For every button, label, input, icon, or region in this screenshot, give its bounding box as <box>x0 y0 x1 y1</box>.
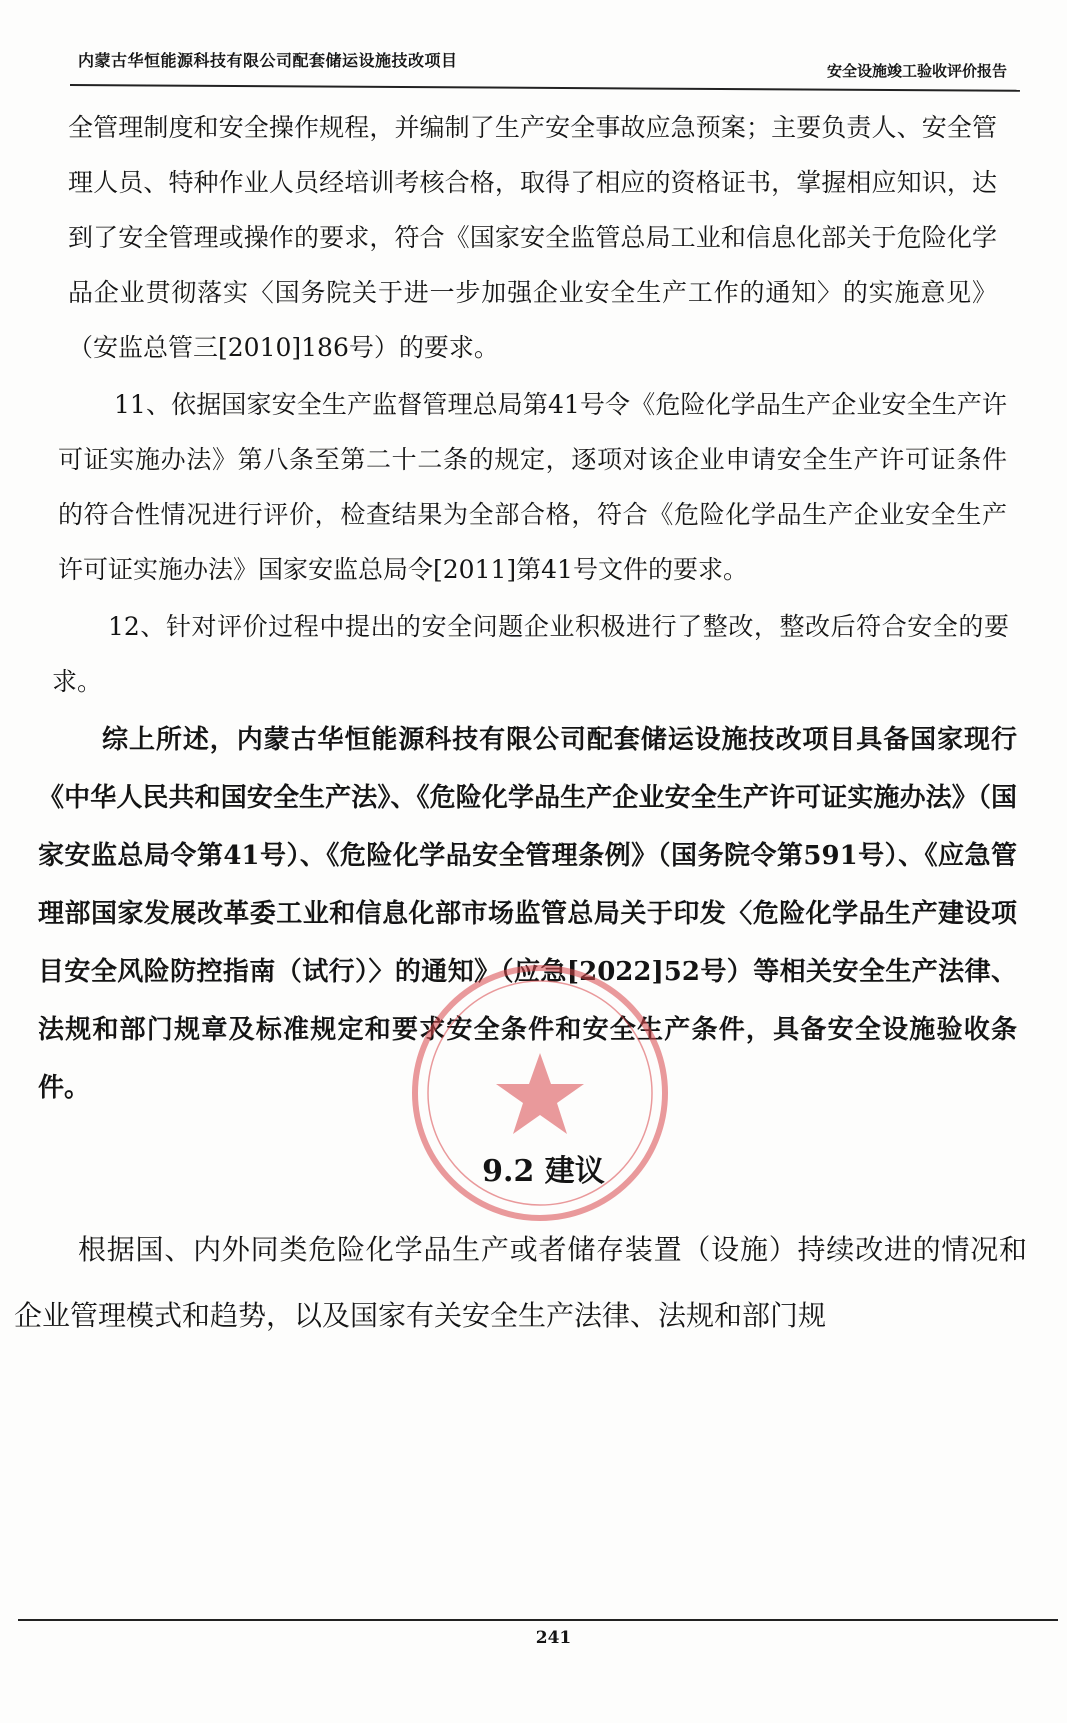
footer-divider <box>18 1619 1058 1621</box>
paragraph-conclusion: 综上所述，内蒙古华恒能源科技有限公司配套储运设施技改项目具备国家现行《中华人民共和国安全生产法》、《危险化学品生产企业安全生产许可证实施办法》（国家安监总局令第41号）、《危险化学品安全管理条例》（国务院令第591号）、《应急管理部国家发展改革委工业和信息化部市场监管总局关于印发〈危险化学品生产建设项目安全风险防控指南（试行）〉的通知》（应急[2022]52号）等相关安全生产法律、法规和部门规章及标准规定和要求安全条件和安全生产条件，具备安全设施验收条件。 <box>38 725 1017 1103</box>
page-number: 241 <box>535 1628 572 1648</box>
header-report-title: 安全设施竣工验收评价报告 <box>826 62 1007 80</box>
section-heading: 9.2 建议 <box>482 1154 605 1189</box>
paragraph-item-11: 11、依据国家安全生产监督管理总局第41号令《危险化学品生产企业安全生产许可证实施办法》第八条至第二十二条的规定，逐项对该企业申请安全生产许可证条件的符合性情况进行评价，检查结果为全部合格，符合《危险化学品生产企业安全生产许可证实施办法》国家安监总局令[2011]第41号文件的要求。 <box>58 390 1007 584</box>
paragraph-item-12: 12、针对评价过程中提出的安全问题企业积极进行了整改，整改后符合安全的要求。 <box>52 612 1009 696</box>
header-project-title: 内蒙古华恒能源科技有限公司配套储运设施技改项目 <box>78 51 458 70</box>
paragraph-1: 全管理制度和安全操作规程，并编制了生产安全事故应急预案；主要负责人、安全管理人员、特种作业人员经培训考核合格，取得了相应的资格证书，掌握相应知识，达到了安全管理或操作的要求，符合《国家安全监管总局工业和信息化部关于危险化学品企业贯彻落实〈国务院关于进一步加强企业安全生产工作的通知〉的实施意见》（安监总管三[2010]186号）的要求。 <box>68 113 997 362</box>
body-text <box>0 100 1067 1349</box>
paragraph-suggestion: 根据国、内外同类危险化学品生产或者储存装置（设施）持续改进的情况和企业管理模式和趋势，以及国家有关安全生产法律、法规和部门规 <box>14 1233 1027 1332</box>
header-divider <box>70 84 1020 92</box>
